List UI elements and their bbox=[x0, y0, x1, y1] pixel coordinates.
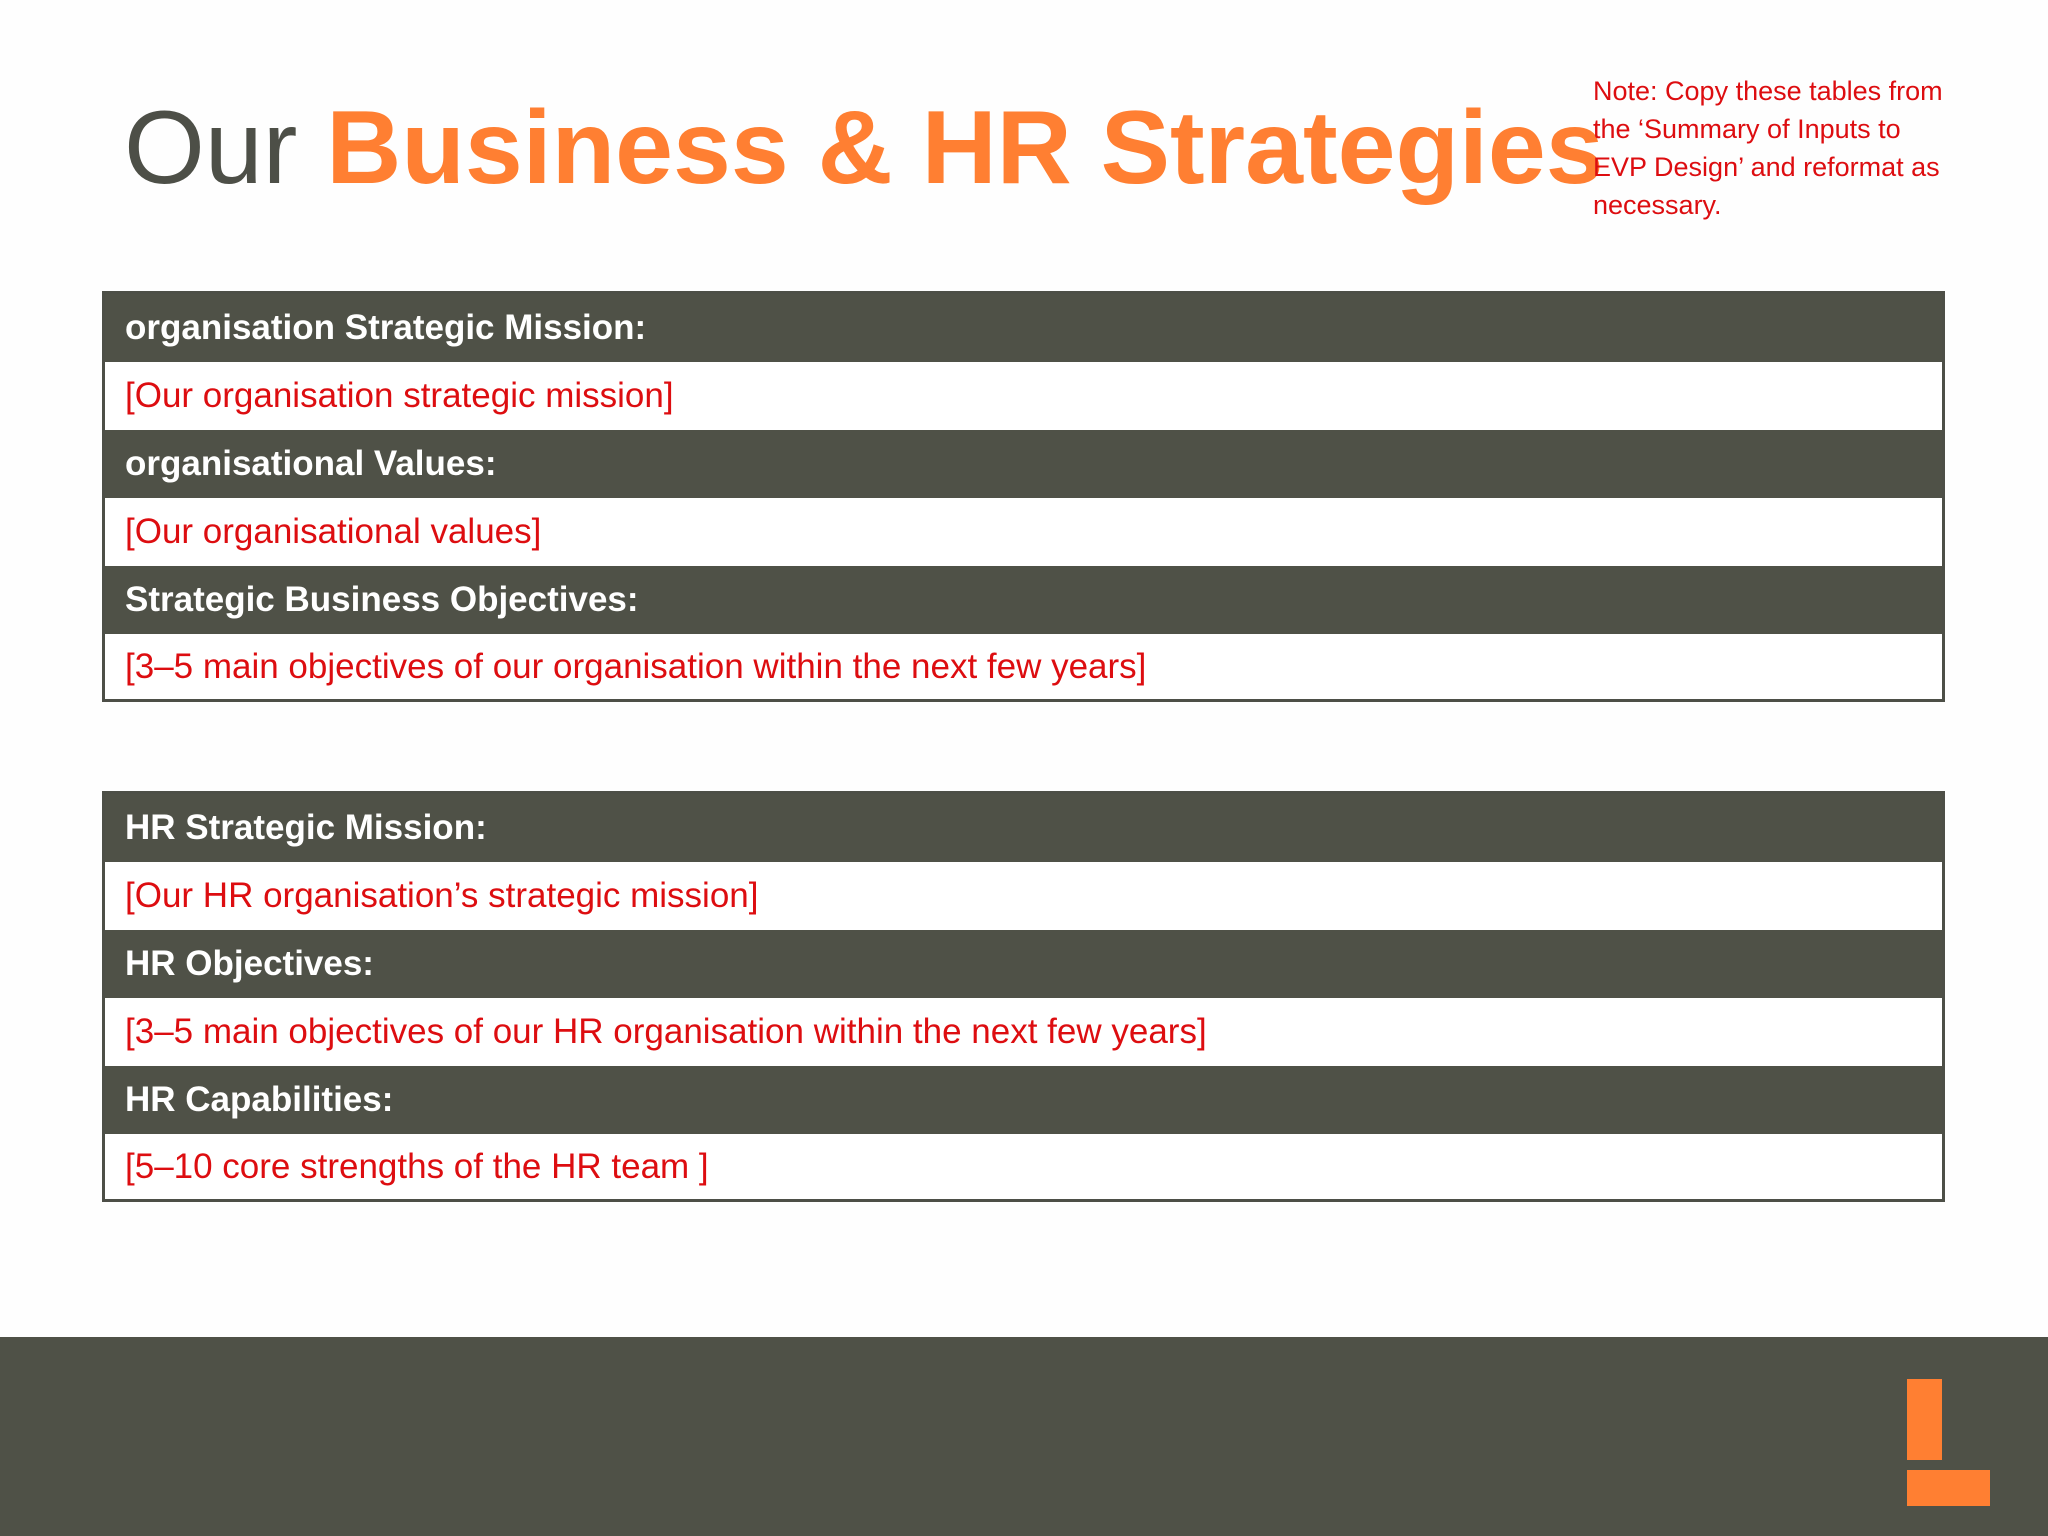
hr-capabilities-header: HR Capabilities: bbox=[105, 1066, 1942, 1134]
business-strategy-table bbox=[102, 291, 1945, 702]
hr-objectives-header: HR Objectives: bbox=[105, 930, 1942, 998]
orange-l-logo-icon bbox=[1907, 1379, 1990, 1506]
business-objectives-value: [3–5 main objectives of our organisation within the next few years] bbox=[105, 634, 1942, 699]
business-values-value: [Our organisational values] bbox=[105, 498, 1942, 566]
hr-strategy-table bbox=[102, 791, 1945, 1202]
business-values-header: organisational Values: bbox=[105, 430, 1942, 498]
business-mission-header: organisation Strategic Mission: bbox=[105, 294, 1942, 362]
hr-objectives-value: [3–5 main objectives of our HR organisation within the next few years] bbox=[105, 998, 1942, 1066]
business-mission-value: [Our organisation strategic mission] bbox=[105, 362, 1942, 430]
page-title-accent: Business & HR Strategies bbox=[326, 90, 1604, 206]
hr-capabilities-value: [5–10 core strengths of the HR team ] bbox=[105, 1134, 1942, 1199]
page-title-plain: Our bbox=[124, 90, 327, 206]
footer-bar bbox=[0, 1337, 2048, 1536]
logo-horizontal-bar bbox=[1907, 1470, 1990, 1506]
business-objectives-header: Strategic Business Objectives: bbox=[105, 566, 1942, 634]
page-title bbox=[124, 88, 1604, 208]
logo-vertical-bar bbox=[1907, 1379, 1942, 1460]
hr-mission-header: HR Strategic Mission: bbox=[105, 794, 1942, 862]
hr-mission-value: [Our HR organisation’s strategic mission] bbox=[105, 862, 1942, 930]
instruction-note: Note: Copy these tables from the ‘Summary of Inputs to EVP Design’ and reformat as necessary. bbox=[1593, 76, 1943, 220]
